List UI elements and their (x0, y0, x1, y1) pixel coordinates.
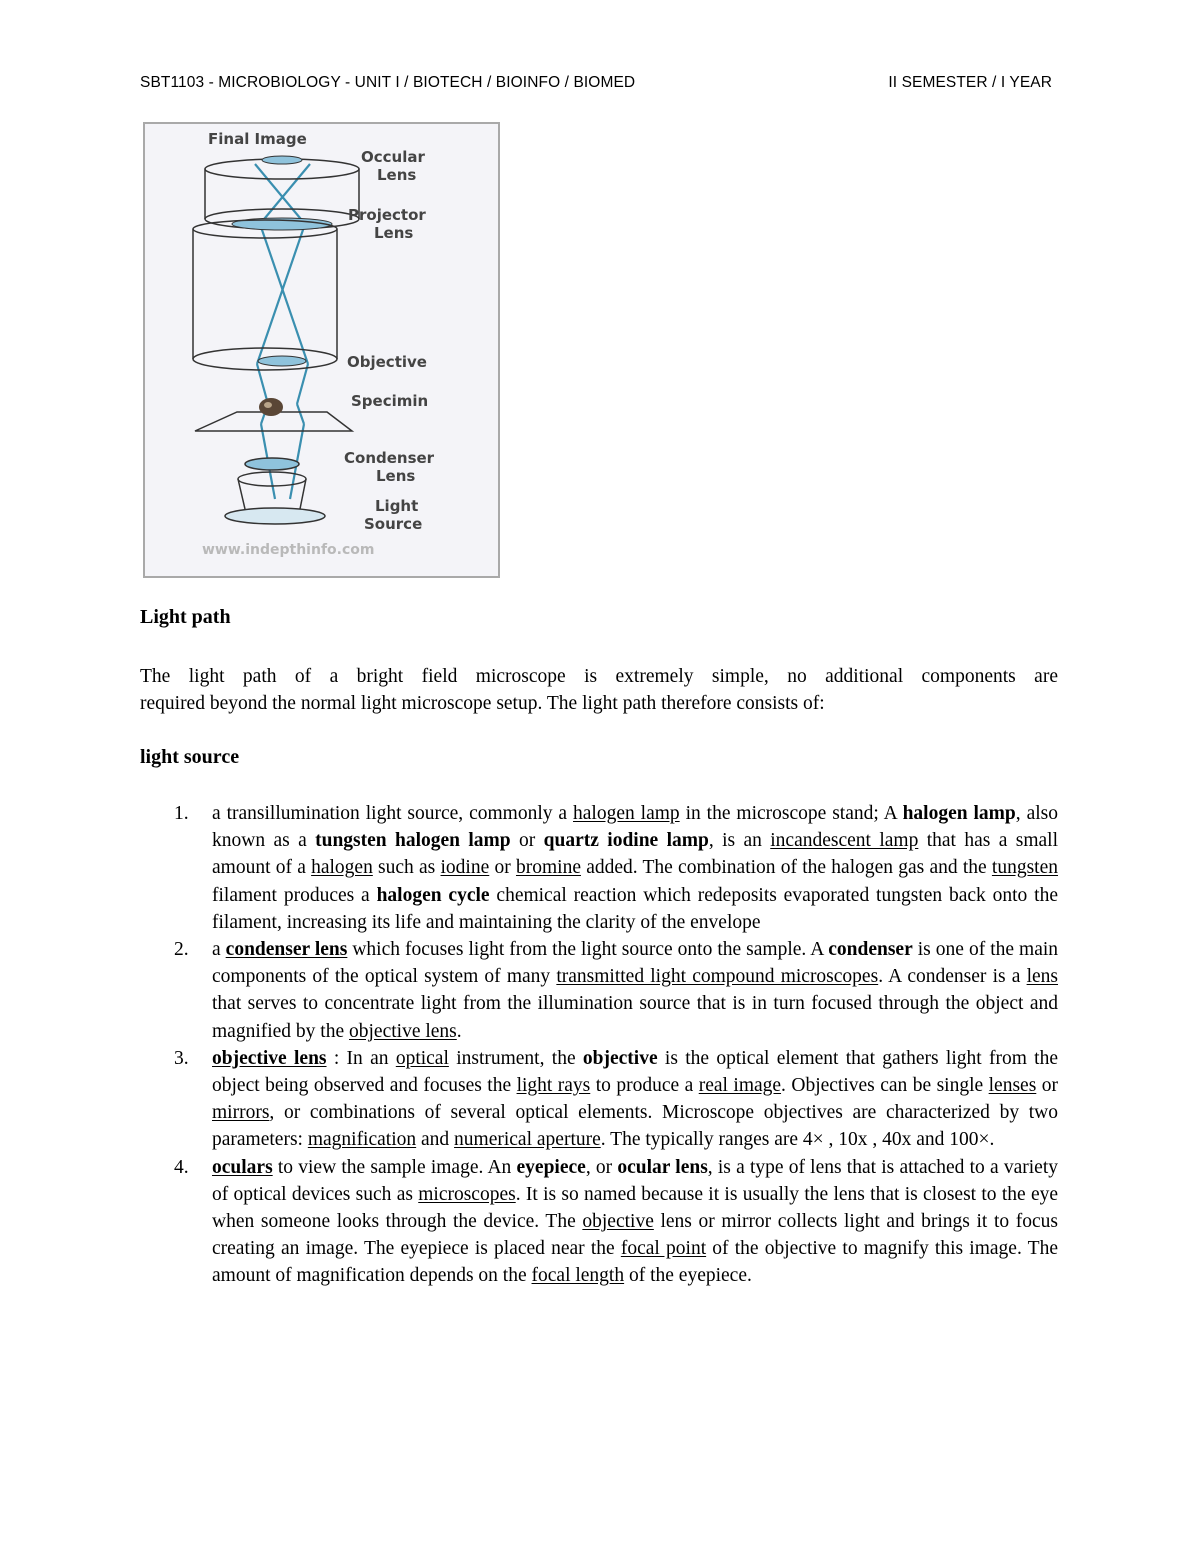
text-run: , is a type of lens that is attached to a variety of optical devices such as (212, 1156, 1058, 1205)
text-run: or (489, 857, 516, 879)
label-specimin: Specimin (351, 392, 429, 410)
text-run: . Objectives can be single (781, 1075, 989, 1097)
link-transmitted-light-microscopes[interactable]: transmitted light compound microscopes (556, 966, 879, 988)
link-oculars[interactable]: oculars (212, 1156, 273, 1178)
intro-line-2: required beyond the normal light microscope setup. The light path therefore consists of: (140, 693, 825, 714)
list-number: 2. (174, 939, 189, 961)
text-run: or (510, 830, 544, 852)
link-magnification[interactable]: magnification (307, 1129, 417, 1151)
text-run: . (456, 1020, 462, 1042)
link-microscopes[interactable]: microscopes (418, 1183, 516, 1205)
link-light-rays[interactable]: light rays (516, 1075, 591, 1097)
bold-term: condenser (828, 939, 913, 961)
link-numerical-aperture[interactable]: numerical aperture (454, 1129, 601, 1151)
list-number: 3. (174, 1047, 189, 1069)
header-semester: II SEMESTER / I YEAR (888, 74, 1052, 91)
label-occular: Occular (361, 148, 425, 166)
link-mirrors[interactable]: mirrors (212, 1102, 270, 1124)
list-item-light-source (140, 800, 1058, 936)
figure-watermark: www.indepthinfo.com (202, 542, 375, 558)
text-run: of the objective to magnify this image. The amount of magnification depends on the (212, 1238, 1058, 1287)
text-run: : In an (326, 1047, 396, 1069)
text-run: to produce a (590, 1075, 699, 1097)
label-projector: Projector (348, 206, 426, 224)
bold-term: ocular lens (617, 1156, 708, 1178)
text-run: instrument, the (448, 1047, 583, 1069)
label-light: Light (375, 497, 419, 515)
bold-term: halogen cycle (376, 884, 490, 906)
microscope-diagram (145, 124, 498, 576)
link-tungsten[interactable]: tungsten (991, 857, 1059, 879)
bold-term: eyepiece (516, 1156, 586, 1178)
link-lenses[interactable]: lenses (988, 1075, 1037, 1097)
final-image-lens (262, 156, 302, 164)
section-title-light-source: light source (140, 746, 240, 768)
text-run: of the eyepiece. (624, 1265, 752, 1287)
link-objective-lens[interactable]: objective lens (349, 1020, 457, 1042)
link-objective[interactable]: objective (582, 1211, 654, 1233)
bold-term: quartz iodine lamp (543, 830, 709, 852)
intro-line-1: The light path of a bright field microscope is extremely simple, no additional components are (140, 666, 1058, 687)
text-run: or (1036, 1075, 1058, 1097)
text-run: . The typically ranges are 4× , 10x , 40x and 100×. (600, 1129, 995, 1151)
link-focal-point[interactable]: focal point (620, 1238, 707, 1260)
link-focal-length[interactable]: focal length (531, 1265, 625, 1287)
text-run: , or (585, 1156, 618, 1178)
text-run: added. The combination of the halogen gas and the (580, 857, 992, 879)
link-halogen-lamp[interactable]: halogen lamp (573, 803, 680, 824)
text-run: , or combinations of several optical elements. Microscope objectives are characterized by two parameters: (212, 1102, 1058, 1151)
text-run: is one of the main components of the optical system of many (212, 939, 1059, 988)
light-path-components-list (140, 800, 1058, 1290)
list-number: 4. (174, 1156, 189, 1178)
bold-term: objective (582, 1047, 658, 1069)
link-condenser-lens[interactable]: condenser lens (225, 939, 348, 961)
text-run: lens or mirror collects light and brings it to focus creating an image. The eyepiece is placed near the (212, 1211, 1058, 1260)
link-optical[interactable]: optical (395, 1047, 449, 1069)
label-occular-lens: Lens (377, 166, 417, 184)
text-run: , is an (708, 830, 771, 852)
text-run: filament produces a (212, 884, 377, 906)
text-run: and (416, 1129, 455, 1151)
text-run: chemical reaction which redeposits evaporated tungsten back onto the filament, increasing its life and maintaining the clarity of the envelope (212, 884, 1058, 933)
label-objective: Objective (347, 353, 427, 371)
intro-paragraph (140, 663, 1058, 717)
objective-lens (258, 356, 306, 366)
text-run: . It is so named because it is usually the lens that is closest to the eye when someone looks through the device. The (212, 1183, 1059, 1233)
text-run: , also known as a (212, 803, 1058, 852)
list-item-objective-lens (140, 1045, 1058, 1154)
page-header (140, 74, 1052, 92)
text-run: . A condenser is a (878, 966, 1027, 988)
list-number: 1. (174, 803, 189, 824)
section-title-light-path: Light path (140, 606, 231, 628)
link-lens[interactable]: lens (1026, 966, 1059, 988)
text-run: such as (372, 857, 441, 879)
label-final-image: Final Image (208, 130, 307, 148)
label-condenser-lens: Lens (376, 467, 416, 485)
link-iodine[interactable]: iodine (440, 857, 490, 879)
text-run: a transillumination light source, commonly a (212, 803, 574, 824)
text-run: that serves to concentrate light from the illumination source that is in turn focused through the object and magnified by the (212, 993, 1058, 1042)
text-run: is the optical element that gathers light from the object being observed and focuses the (212, 1047, 1058, 1097)
label-condenser: Condenser (344, 449, 435, 467)
list-item-oculars (140, 1154, 1058, 1290)
light-source-dish (225, 508, 325, 524)
bold-term: tungsten halogen lamp (315, 830, 511, 852)
text-run: in the microscope stand; A (679, 803, 903, 824)
microscope-light-path-figure (143, 122, 500, 578)
text-run: a (212, 939, 226, 961)
header-course: SBT1103 - MICROBIOLOGY - UNIT I / BIOTECH / BIOINFO / BIOMED (140, 74, 636, 91)
link-objective-lens-term[interactable]: objective lens (212, 1047, 327, 1069)
link-real-image[interactable]: real image (698, 1075, 782, 1097)
text-run: which focuses light from the light source onto the sample. A (347, 939, 829, 961)
text-run: to view the sample image. An (272, 1156, 517, 1178)
bold-term: halogen lamp (902, 803, 1016, 824)
list-item-condenser-lens (140, 936, 1058, 1045)
link-bromine[interactable]: bromine (515, 857, 581, 879)
text-run: that has a small amount of a (212, 830, 1058, 879)
link-incandescent-lamp[interactable]: incandescent lamp (770, 830, 919, 852)
link-halogen[interactable]: halogen (311, 857, 373, 879)
label-projector-lens: Lens (374, 224, 414, 242)
label-source: Source (364, 515, 423, 533)
